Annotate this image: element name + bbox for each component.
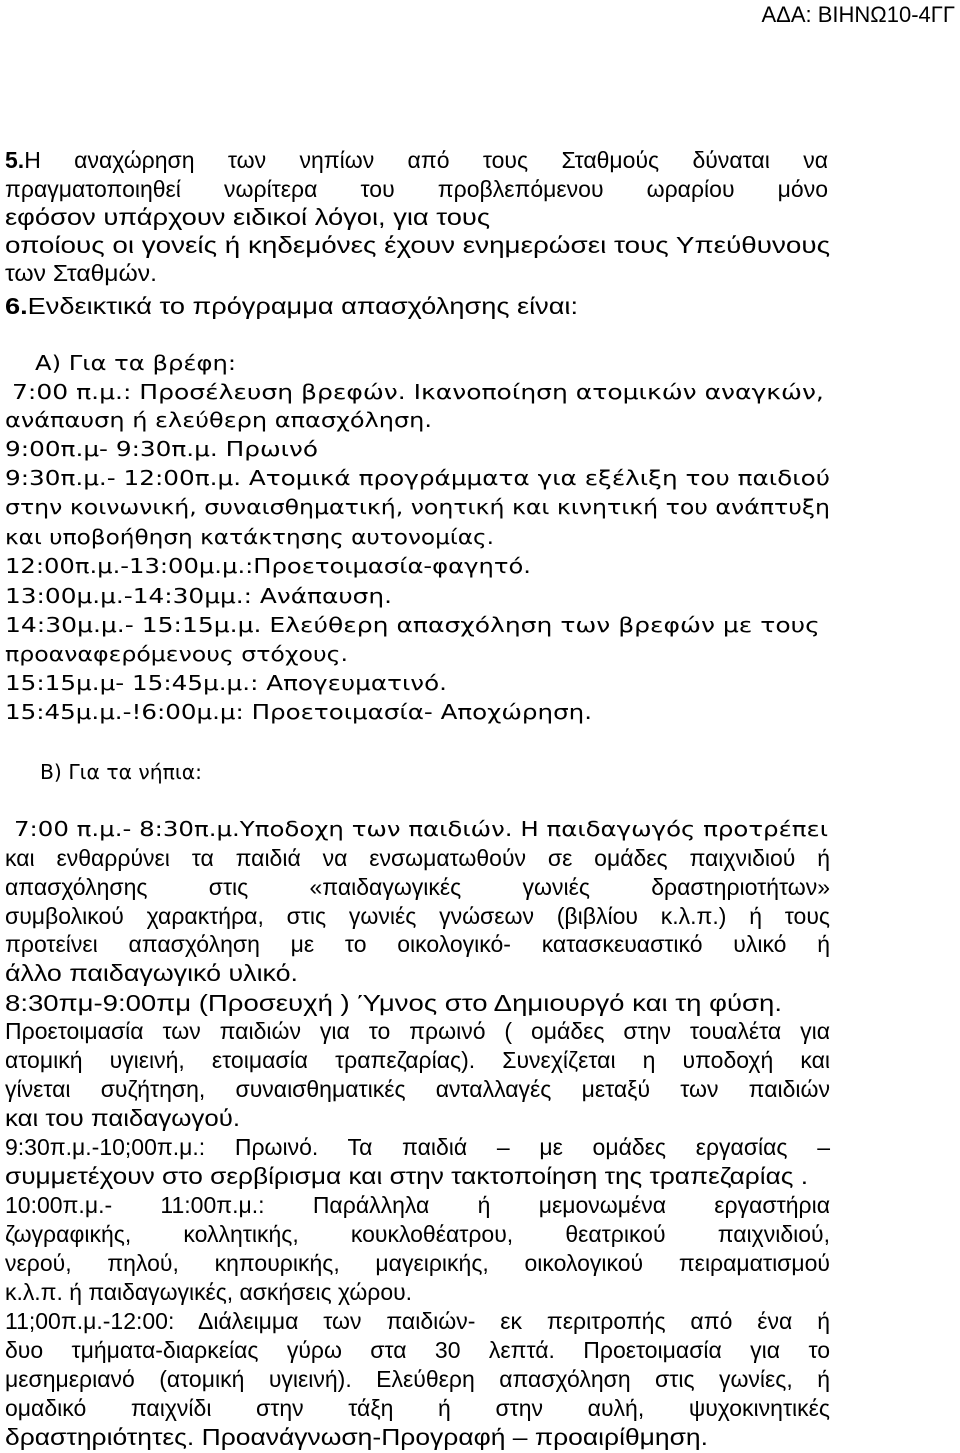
line-text: 13:00μ.μ.-14:30μμ.: Ανάπαυση. [5,584,392,608]
text-line [5,1365,830,1393]
line-text: γίνεται συζήτηση, συναισθηματικές ανταλλαγές μεταξύ των παιδιών [5,1076,830,1102]
line-text: των Σταθμών. [5,260,158,286]
text-line [5,930,830,958]
line-text: προαναφερόμενους στόχους. [5,642,348,666]
line-text: Β) Για τα νήπια: [40,760,202,784]
line-text: Α) Για τα βρέφη: [35,351,236,375]
text-line [5,582,392,610]
line-text: οποίους οι γονείς ή κηδεμόνες έχουν ενημερώσει τους Υπεύθυνους [5,232,830,258]
text-line [5,175,828,203]
line-text: και του παιδαγωγού. [5,1105,240,1131]
subheading-infants [35,349,236,377]
text-line [5,1249,830,1277]
text-line [5,1307,830,1335]
line-text: 9:30π.μ.-10;00π.μ.: Πρωινό. Τα παιδιά – με ομάδες εργασίας – [5,1134,830,1160]
line-text: 10:00π.μ.- 11:00π.μ.: Παράλληλα ή μεμονωμένα εργαστήρια [5,1192,830,1218]
line-text: μεσημεριανό (ατομική υγιεινή). Ελεύθερη απασχόληση στις γωνίες, ή [5,1366,830,1392]
line-text: στην κοινωνική, συναισθηματική, νοητική και κινητική του ανάπτυξη [5,495,830,519]
text-line [5,231,830,259]
text-line [5,611,820,639]
line-text: 15:15μ.μ- 15:45μ.μ.: Απογευματινό. [5,671,448,695]
text-line [5,523,494,551]
text-line [5,844,830,872]
text-line [5,1394,830,1422]
text-line [5,1336,830,1364]
section-number: 5. [5,147,25,173]
text-line [5,146,828,174]
ada-code: ΑΔΑ: ΒΙΗΝΩ10-4ΓΓ [761,2,955,27]
line-text: νερού, πηλού, κηπουρικής, μαγειρικής, οικολογικού πειραματισμού [5,1250,830,1276]
text-line [5,698,592,726]
line-text: δραστηριότητες. Προανάγνωση-Προγραφή – προαιρίθμηση. [5,1424,708,1450]
text-line [5,406,432,434]
text-line [5,464,830,492]
text-line [5,1162,808,1190]
text-line [5,1220,830,1248]
line-text: Προετοιμασία των παιδιών για το πρωινό ( ομάδες στην τουαλέτα για [5,1018,830,1044]
line-text: 14:30μ.μ.- 15:15μ.μ. Ελεύθερη απασχόληση των βρεφών με τους [5,613,820,637]
line-text: πραγματοποιηθεί νωρίτερα του προβλεπόμενου ωραρίου μόνο [5,176,828,202]
text-line [5,1046,830,1074]
subheading-toddlers [40,758,202,786]
text-line [5,1104,240,1132]
line-text: 15:45μ.μ.-!6:00μ.μ: Προετοιμασία- Αποχώρηση. [5,700,592,724]
line-text: ανάπαυση ή ελεύθερη απασχόληση. [5,408,433,432]
text-line [5,1423,708,1451]
line-text: ομαδικό παιχνίδι στην τάξη ή στην αυλή, ψυχοκινητικές [5,1395,830,1421]
text-line [5,552,531,580]
text-line [5,1017,830,1045]
text-line [14,815,828,843]
line-text: άλλο παιδαγωγικό υλικό. [5,960,298,986]
text-line [5,1075,830,1103]
line-text: συμμετέχουν στο σερβίρισμα και στην τακτοποίηση της τραπεζαρίας . [5,1163,808,1189]
line-text: δυο τμήματα-διαρκείας γύρω στα 30 λεπτά. Προετοιμασία για το [5,1337,830,1363]
text-line [12,378,824,406]
line-text: εφόσον υπάρχουν ειδικοί λόγοι, για τους [5,204,490,230]
text-line [5,493,830,521]
text-line [5,1191,830,1219]
line-text: 9:00π.μ- 9:30π.μ. Πρωινό [5,437,318,461]
line-text: και υποβοήθηση κατάκτησης αυτονομίας. [5,525,495,549]
text-line [5,292,578,320]
line-text: προτείνει απασχόληση με το οικολογικό- κατασκευαστικό υλικό ή [5,931,830,957]
text-line [5,1133,830,1161]
line-text: κ.λ.π. ή παιδαγωγικές, ασκήσεις χώρου. [5,1279,412,1305]
line-text: ατομική υγιεινή, ετοιμασία τραπεζαρίας). Συνεχίζεται η υποδοχή και [5,1047,830,1073]
line-text: και ενθαρρύνει τα παιδιά να ενσωματωθούν σε ομάδες παιχνιδιού ή [5,845,830,871]
line-text: 8:30πμ-9:00πμ (Προσευχή ) Ύμνος στο Δημιουργό και τη φύση. [5,990,782,1016]
line-text: Η αναχώρηση των νηπίων από τους Σταθμούς δύναται να [24,147,828,173]
text-line [5,435,318,463]
line-text: 7:00 π.μ.- 8:30π.μ.Υποδοχη των παιδιών. Η παιδαγωγός προτρέπει [14,817,828,841]
line-text: ζωγραφικής, κολλητικής, κουκλοθέατρου, θεατρικού παιχνιδιού, [5,1221,830,1247]
line-text: 12:00π.μ.-13:00μ.μ.:Προετοιμασία-φαγητό. [5,554,531,578]
text-line [5,902,830,930]
line-text: 9:30π.μ.- 12:00π.μ. Ατομικά προγράμματα για εξέλιξη του παιδιού [5,466,830,490]
line-text: 7:00 π.μ.: Προσέλευση βρεφών. Ικανοποίηση ατομικών αναγκών, [12,380,824,404]
text-line [5,203,490,231]
line-text: Ενδεικτικά το πρόγραμμα απασχόλησης είναι: [27,293,579,319]
line-text: συμβολικού χαρακτήρα, στις γωνιές γνώσεων (βιβλίου κ.λ.π.) ή τους [5,903,830,929]
section-number: 6. [5,293,28,319]
text-line [5,640,348,668]
text-line [5,1278,412,1306]
line-text: απασχόλησης στις «παιδαγωγικές γωνιές δραστηριοτήτων» [5,874,830,900]
line-text: 11;00π.μ.-12:00: Διάλειμμα των παιδιών- εκ περιτροπής από ένα ή [5,1308,830,1334]
text-line [5,669,447,697]
text-line [5,959,298,987]
text-line [5,989,782,1017]
text-line [5,259,157,287]
text-line [5,873,830,901]
